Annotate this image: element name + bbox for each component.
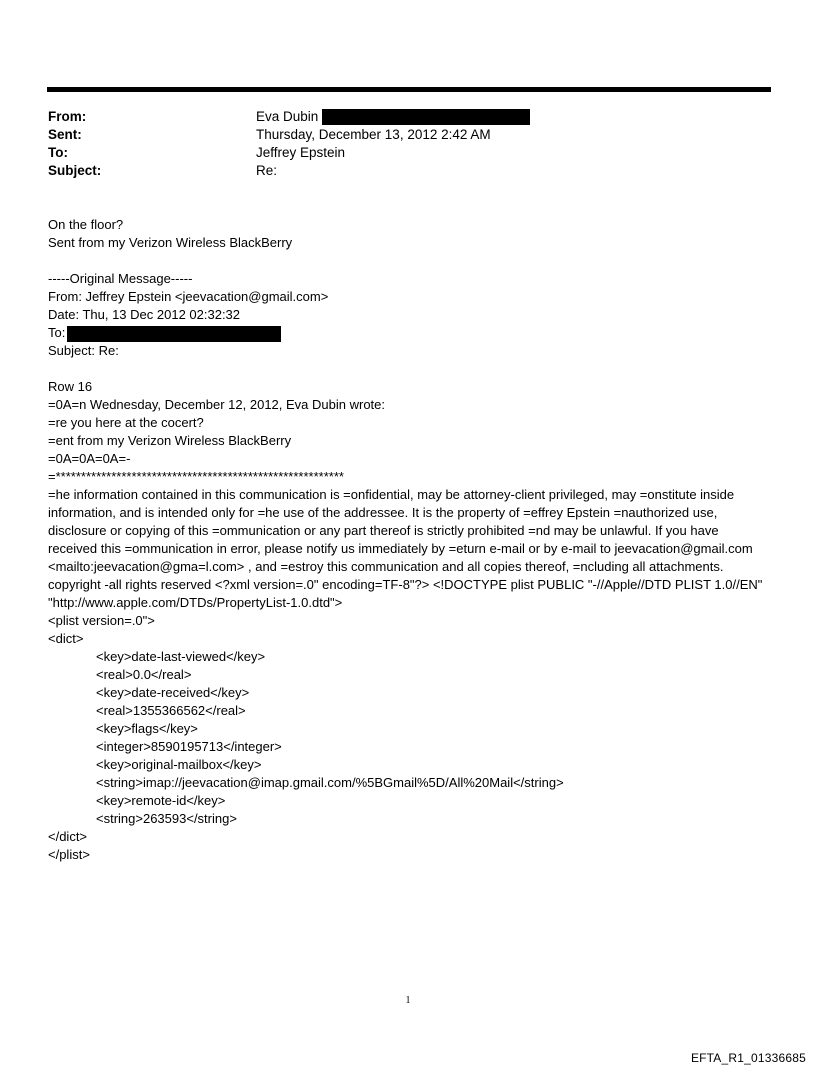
header-row-from: [48, 108, 768, 126]
bates-number: EFTA_R1_01336685: [690, 1051, 806, 1065]
original-from: From: Jeffrey Epstein <jeevacation@gmail.com>: [48, 289, 329, 304]
plist-line: <real>0.0</real>: [96, 667, 192, 682]
quoted-line: =0A=0A=0A=-: [48, 451, 131, 466]
spacer: [48, 252, 772, 270]
redaction-box-from: [322, 109, 530, 125]
plist-close-tag: </plist>: [48, 847, 90, 862]
quoted-line: =re you here at the cocert?: [48, 415, 204, 430]
from-value: Eva Dubin: [256, 109, 319, 124]
separator-stars: =*********************************************************: [48, 469, 344, 484]
redaction-box-to: [67, 326, 281, 342]
subject-label: Subject:: [48, 163, 102, 178]
sent-label: Sent:: [48, 127, 82, 142]
header-row-sent: [48, 126, 768, 144]
quoted-line: =0A=n Wednesday, December 12, 2012, Eva Dubin wrote:: [48, 397, 385, 412]
original-subject: Subject: Re:: [48, 343, 119, 358]
header-rule: [47, 87, 771, 92]
sent-value: Thursday, December 13, 2012 2:42 AM: [256, 127, 491, 142]
plist-line: <key>date-last-viewed</key>: [96, 649, 266, 664]
quoted-line: =ent from my Verizon Wireless BlackBerry: [48, 433, 292, 448]
plist-line: <key>date-received</key>: [96, 685, 250, 700]
to-label: To:: [48, 145, 68, 160]
dict-open-tag: <dict>: [48, 631, 84, 646]
plist-line: <integer>8590195713</integer>: [96, 739, 282, 754]
from-value-container: [256, 108, 530, 126]
original-message-marker: -----Original Message-----: [48, 271, 193, 286]
dict-close-tag: </dict>: [48, 829, 88, 844]
email-header: [48, 108, 768, 180]
header-row-to: [48, 144, 768, 162]
plist-line: <key>remote-id</key>: [96, 793, 226, 808]
plist-line: <string>263593</string>: [96, 811, 237, 826]
spacer: [48, 360, 772, 378]
original-to: To:: [48, 325, 66, 340]
plist-line: <key>flags</key>: [96, 721, 198, 736]
to-value: Jeffrey Epstein: [256, 145, 346, 160]
row-line: Row 16: [48, 379, 93, 394]
email-body: [48, 216, 772, 864]
reply-text: On the floor?: [48, 217, 124, 232]
page-number: 1: [405, 995, 411, 1006]
plist-line: <real>1355366562</real>: [96, 703, 246, 718]
from-label: From:: [48, 109, 87, 124]
plist-open-tag: <plist version=.0">: [48, 613, 155, 628]
original-to-row: [48, 324, 772, 342]
reply-signature: Sent from my Verizon Wireless BlackBerry: [48, 235, 293, 250]
confidentiality-disclaimer: =he information contained in this communication is =onfidential, may be attorney-client privileged, may =onstitute inside information, and is intended only for =he use of the addressee. It is the property of =effrey Epstein =nauthorized use, disclosure or copying of this =ommunication or any part thereof is strictly prohibited =nd may be unlawful. If you have received this =ommunication in error, please notify us immediately by =eturn e-mail or by e-mail to jeevacation@gmail.com <mailto:jeevacation@gma=l.com> , and =estroy this communication and all copies thereof, =ncluding all attachments. copyright -all rights reserved <?xml version=.0" encoding=TF-8"?> <!DOCTYPE plist PUBLIC "-//Apple//DTD PLIST 1.0//EN" "http://www.apple.com/DTDs/PropertyList-1.0.dtd">: [48, 487, 763, 610]
header-row-subject: [48, 162, 768, 180]
original-date: Date: Thu, 13 Dec 2012 02:32:32: [48, 307, 241, 322]
plist-line: <string>imap://jeevacation@imap.gmail.com/%5BGmail%5D/All%20Mail</string>: [96, 775, 564, 790]
plist-line: <key>original-mailbox</key>: [96, 757, 262, 772]
subject-value: Re:: [256, 163, 278, 178]
